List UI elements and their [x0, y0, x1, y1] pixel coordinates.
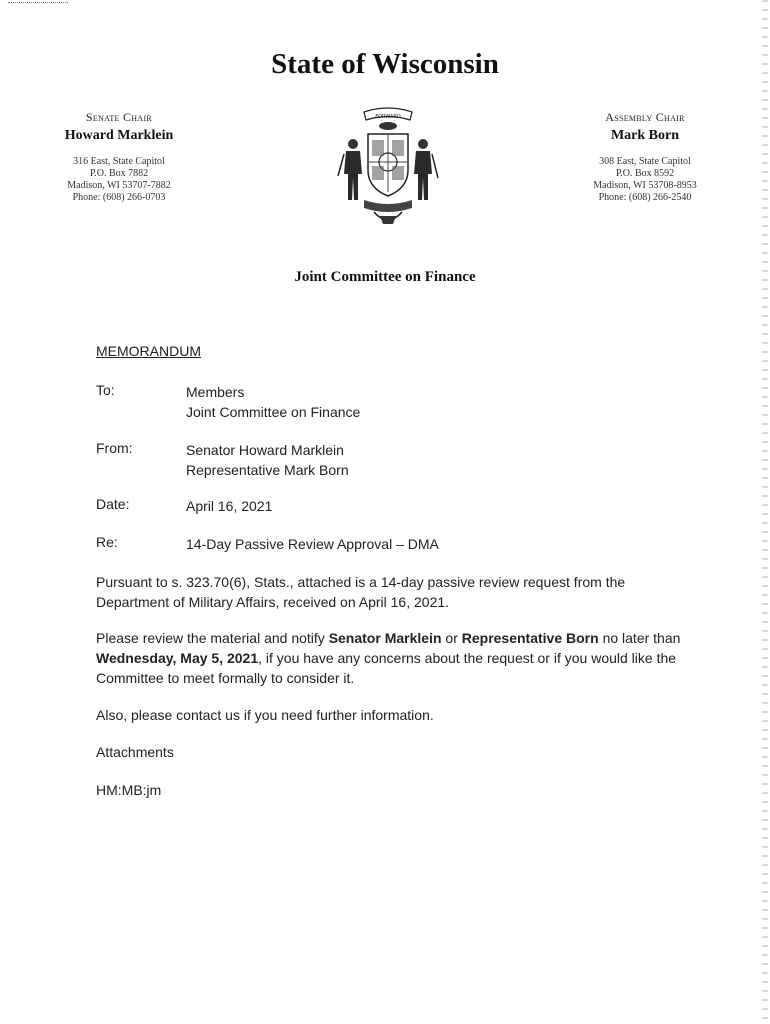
para2-text-g: , if you have any concerns about the request or if you would like the Committee to meet formally to consider it. — [96, 650, 677, 686]
senate-address-line3: Madison, WI 53707-7882 — [67, 180, 171, 191]
paragraph-contact: Also, please contact us if you need further information. — [96, 707, 434, 723]
from-value — [186, 440, 666, 480]
scan-edge-noise — [762, 0, 768, 1024]
para2-text-c: or — [441, 630, 462, 646]
re-value: 14-Day Passive Review Approval – DMA — [186, 536, 439, 552]
senate-chair-role: Senate Chair — [85, 110, 153, 124]
scan-artifact — [8, 2, 68, 3]
paragraph-pursuant: Pursuant to s. 323.70(6), Stats., attached is a 14-day passive review request from the Department of Military Affairs, received on April 16, 2021. — [96, 574, 626, 610]
assembly-address-line2: P.O. Box 8592 — [615, 168, 675, 179]
senator-marklein-emphasis: Senator Marklein — [328, 630, 442, 646]
senate-chair-name: Howard Marklein — [64, 128, 174, 143]
to-label: To: — [96, 382, 115, 398]
state-title: State of Wisconsin — [271, 48, 499, 80]
seal-motto: FORWARD — [375, 114, 401, 120]
paragraph-review-request — [96, 628, 686, 688]
to-line2: Joint Committee on Finance — [186, 404, 361, 420]
assembly-chair-role: Assembly Chair — [605, 110, 685, 124]
senate-phone: Phone: (608) 266-0703 — [72, 192, 166, 203]
assembly-chair-block — [560, 110, 730, 204]
memorandum-heading: MEMORANDUM — [96, 343, 201, 359]
para2-text-e: no later than — [598, 630, 681, 646]
assembly-chair-address — [560, 156, 730, 204]
assembly-chair-name: Mark Born — [610, 128, 680, 143]
committee-title: Joint Committee on Finance — [294, 269, 476, 285]
from-line1: Senator Howard Marklein — [186, 442, 344, 458]
senate-address-line1: 316 East, State Capitol — [73, 156, 165, 167]
date-label: Date: — [96, 496, 130, 512]
para2-text-a: Please review the material and notify — [96, 630, 329, 646]
initials: HM:MB:jm — [96, 782, 162, 798]
from-line2: Representative Mark Born — [186, 462, 349, 478]
from-label: From: — [96, 440, 133, 456]
deadline-emphasis: Wednesday, May 5, 2021 — [96, 650, 259, 666]
senate-address-line2: P.O. Box 7882 — [89, 168, 149, 179]
wisconsin-state-seal-icon — [334, 104, 442, 228]
date-value: April 16, 2021 — [186, 498, 273, 514]
assembly-address-line3: Madison, WI 53708-8953 — [593, 180, 697, 191]
to-line1: Members — [186, 384, 245, 400]
re-label: Re: — [96, 534, 118, 550]
senate-chair-address — [34, 156, 204, 204]
senate-chair-block — [34, 110, 204, 204]
assembly-address-line1: 308 East, State Capitol — [599, 156, 691, 167]
assembly-phone: Phone: (608) 266-2540 — [598, 192, 692, 203]
representative-born-emphasis: Representative Born — [461, 630, 599, 646]
attachments-label: Attachments — [96, 744, 174, 760]
to-value — [186, 382, 666, 422]
